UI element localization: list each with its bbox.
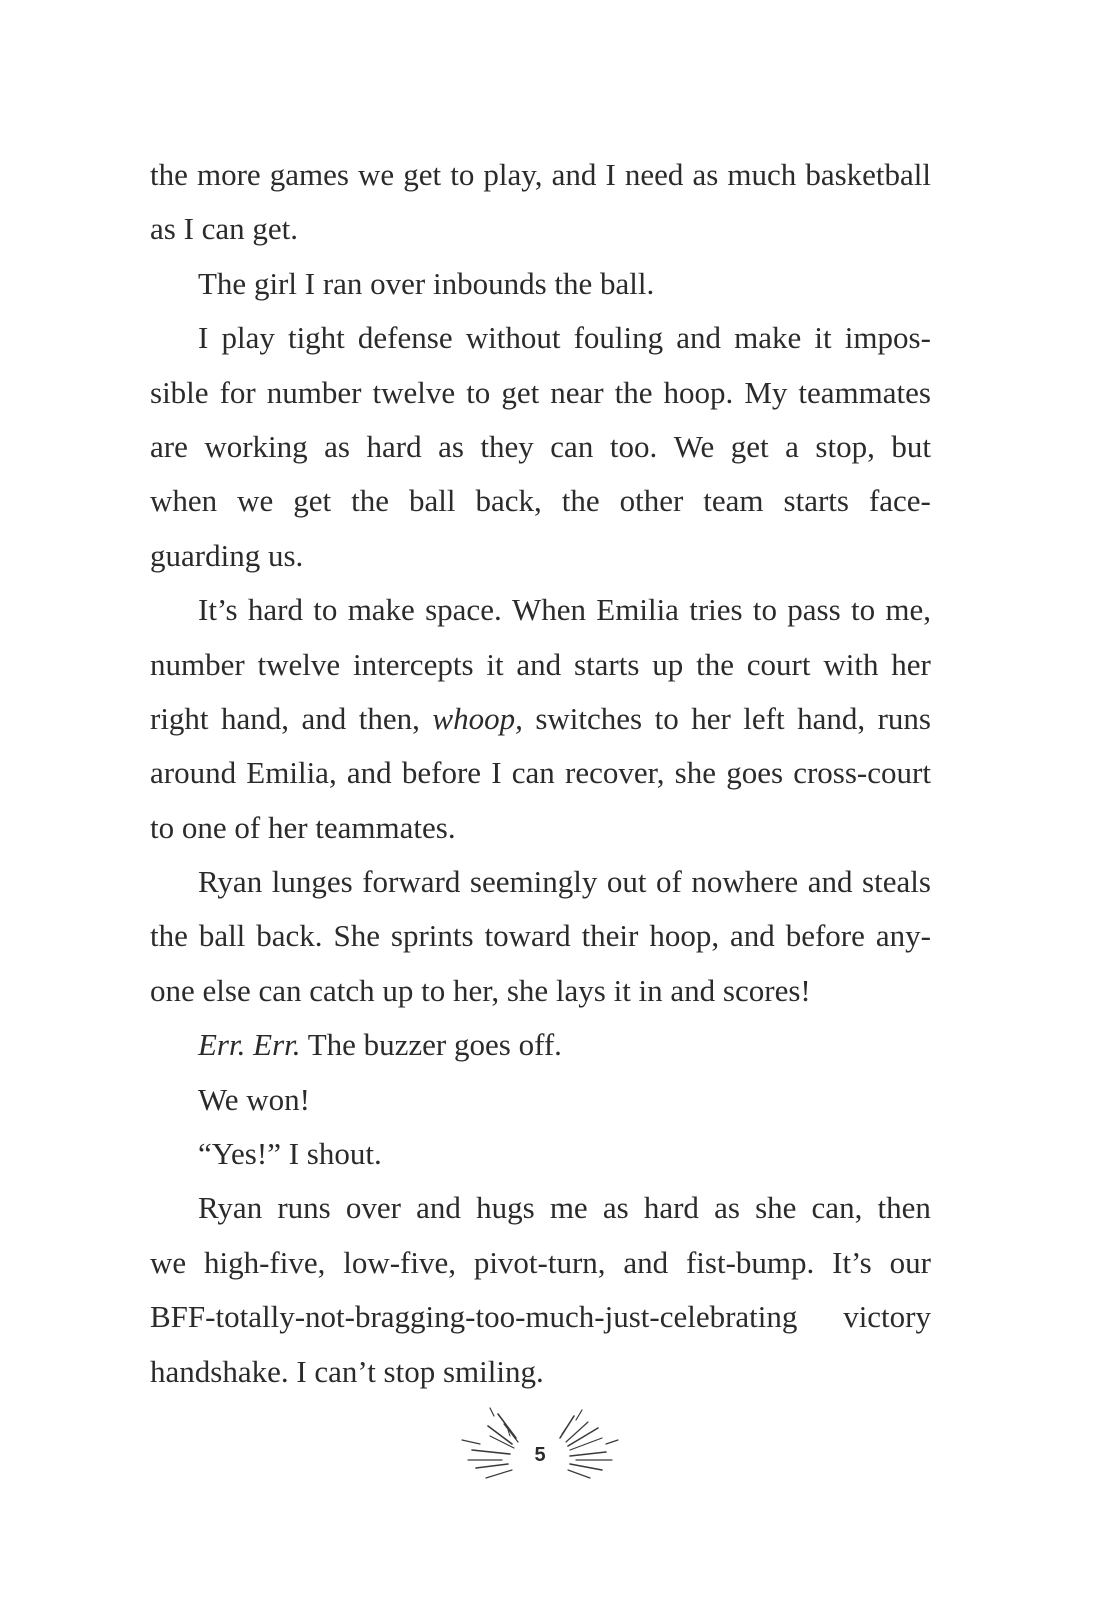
text-line (150, 1290, 931, 1344)
word: ball (409, 483, 456, 519)
word: court (746, 646, 811, 682)
word: and (730, 918, 775, 954)
word: for (219, 374, 256, 410)
word: make (347, 592, 415, 628)
word: hand, (221, 700, 290, 736)
word: starts (783, 483, 849, 519)
word: Emilia, (246, 755, 337, 791)
word: recover, (565, 755, 665, 791)
text-line (150, 1236, 931, 1290)
word: and (301, 700, 347, 736)
word: are (150, 428, 188, 464)
word: fist-bump. (685, 1244, 815, 1280)
word: can (511, 755, 555, 791)
word: to (313, 592, 338, 628)
word: pass (787, 592, 841, 628)
word: hugs (476, 1190, 535, 1226)
word: I (491, 755, 502, 791)
word: goes (726, 755, 784, 791)
word: much (727, 157, 797, 192)
text-line (150, 801, 931, 855)
page-number: 5 (534, 1444, 546, 1466)
word: her (691, 700, 731, 736)
word: twelve (372, 374, 456, 410)
word: teammates (798, 374, 931, 410)
italic-word: whoop, (432, 700, 523, 736)
text-line (150, 474, 931, 528)
word: hard (643, 1190, 699, 1226)
text-line (150, 583, 931, 637)
word: as (324, 428, 350, 464)
word: Ryan (198, 1190, 263, 1226)
word: then (877, 1190, 931, 1226)
text-line (150, 257, 931, 311)
word: and (676, 320, 722, 356)
word: their (581, 918, 639, 954)
word: I (198, 320, 209, 356)
word: and (516, 646, 562, 682)
word: It’s (198, 592, 238, 628)
word: make (734, 320, 802, 356)
text-line (150, 909, 931, 963)
word: steals (862, 864, 931, 900)
word: seemingly (469, 864, 598, 900)
word: her (891, 646, 931, 682)
word: defense (357, 320, 453, 356)
word: other (619, 483, 684, 519)
word: runs (277, 1190, 331, 1226)
word: can (550, 428, 594, 464)
page-body (150, 148, 931, 1399)
word: hoop. (663, 374, 734, 410)
word: as (714, 1190, 740, 1226)
word: of (656, 864, 682, 900)
word: around (150, 755, 237, 791)
word: I (605, 157, 616, 192)
word: and (416, 1190, 461, 1226)
line-text: to one of her teammates. (150, 809, 456, 845)
word: to (654, 700, 679, 736)
word: out (606, 864, 647, 900)
word: nowhere (691, 864, 799, 900)
word: to (752, 592, 778, 628)
word: victory (843, 1299, 931, 1335)
word: it (486, 646, 504, 682)
text-line (150, 964, 931, 1018)
word: pivot-turn, (473, 1244, 606, 1280)
word: before (401, 755, 482, 791)
word: stop, (815, 428, 875, 464)
word: up (652, 646, 684, 682)
word: to (450, 157, 475, 192)
word: tries (689, 592, 743, 628)
word: get (501, 374, 540, 410)
word: the (150, 918, 188, 954)
word: then, (358, 700, 420, 736)
word: the (150, 157, 188, 192)
word: the (696, 646, 734, 682)
text-line (150, 855, 931, 909)
word: without (465, 320, 561, 356)
word: the (614, 374, 653, 410)
word: sprints (390, 918, 474, 954)
word: and (623, 1244, 669, 1280)
word: starts (574, 646, 640, 682)
word: tight (287, 320, 345, 356)
line-text: guarding us. (150, 537, 304, 573)
word: working (204, 428, 308, 464)
line-text: one else can catch up to her, she lays it in and scores! (150, 972, 811, 1008)
word: forward (362, 864, 461, 900)
word: as (692, 157, 719, 192)
word: high-five, (203, 1244, 326, 1280)
word: too. (609, 428, 658, 464)
word: play, (483, 157, 543, 192)
line-text: handshake. I can’t stop smiling. (150, 1353, 544, 1389)
word: get (293, 483, 332, 519)
word: she (755, 1190, 797, 1226)
line-text: The girl I ran over inbounds the ball. (198, 265, 655, 301)
word: games (269, 157, 349, 192)
word: basketball (805, 157, 931, 192)
word: switches (535, 700, 643, 736)
word: but (891, 428, 931, 464)
text-line (150, 692, 931, 746)
word: we (358, 157, 395, 192)
word: number (266, 374, 362, 410)
word: It’s (832, 1244, 872, 1280)
word: they (480, 428, 534, 464)
line-text: “Yes!” I shout. (198, 1136, 382, 1172)
word: me, (885, 592, 931, 628)
word: we (150, 1244, 187, 1280)
word: Ryan (198, 864, 263, 900)
word: back. (256, 918, 323, 954)
word: a (785, 428, 799, 464)
word: she (674, 755, 716, 791)
word: our (889, 1244, 931, 1280)
word: left (743, 700, 785, 736)
word: hard (366, 428, 422, 464)
word: and (807, 864, 853, 900)
word: more (196, 157, 261, 192)
word: to (466, 374, 491, 410)
word: sible (150, 374, 209, 410)
word: me (549, 1190, 588, 1226)
word: impos- (844, 320, 931, 356)
text-line (150, 366, 931, 420)
word: back, (475, 483, 542, 519)
word: the (561, 483, 600, 519)
word: any- (875, 918, 931, 954)
word: toward (484, 918, 571, 954)
text-line (150, 1018, 931, 1072)
word: as (438, 428, 464, 464)
word: with (823, 646, 879, 682)
word: near (550, 374, 604, 410)
word: can, (811, 1190, 863, 1226)
word: low-five, (343, 1244, 456, 1280)
word: we (237, 483, 274, 519)
word: as (602, 1190, 629, 1226)
word: hand, (797, 700, 866, 736)
text-line (150, 202, 931, 256)
word: She (333, 918, 380, 954)
word: cross-court (793, 755, 931, 791)
text-line (150, 1127, 931, 1181)
line-text: as I can get. (150, 211, 299, 247)
word: intercepts (353, 646, 474, 682)
word: BFF-totally-not-bragging-too-much-just-celebrating (150, 1299, 798, 1335)
text-line (150, 311, 931, 365)
text-line (150, 1345, 931, 1399)
word: it (814, 320, 832, 356)
word: and (551, 157, 597, 192)
word: My (744, 374, 788, 410)
word: right (150, 700, 209, 736)
word: to (850, 592, 876, 628)
word: We (673, 428, 715, 464)
text-line (150, 1181, 931, 1235)
word: When (511, 592, 587, 628)
word: fouling (573, 320, 664, 356)
word (432, 692, 522, 746)
text-line (150, 148, 931, 202)
word: need (624, 157, 684, 192)
text-line (150, 420, 931, 474)
word: the (351, 483, 390, 519)
word: runs (877, 700, 931, 736)
text-line (150, 1073, 931, 1127)
word: twelve (257, 646, 341, 682)
word: and (346, 755, 392, 791)
text-line (150, 638, 931, 692)
word: lunges (271, 864, 353, 900)
text-line (150, 529, 931, 583)
word: over (345, 1190, 401, 1226)
word: Emilia (596, 592, 679, 628)
italic-onomatopoeia: Err. Err. (198, 1027, 301, 1063)
word: get (403, 157, 442, 192)
word: ball (198, 918, 246, 954)
word: get (730, 428, 769, 464)
word: face- (868, 483, 931, 519)
word: team (703, 483, 764, 519)
word: hard (247, 592, 303, 628)
line-text: Err. Err. The buzzer goes off. (198, 1027, 562, 1063)
word: number (150, 646, 245, 682)
word: play (221, 320, 275, 356)
word: space. (425, 592, 502, 628)
word: before (785, 918, 865, 954)
text-line (150, 746, 931, 800)
word: when (150, 483, 218, 519)
word: hoop, (649, 918, 720, 954)
line-text: We won! (198, 1081, 310, 1117)
